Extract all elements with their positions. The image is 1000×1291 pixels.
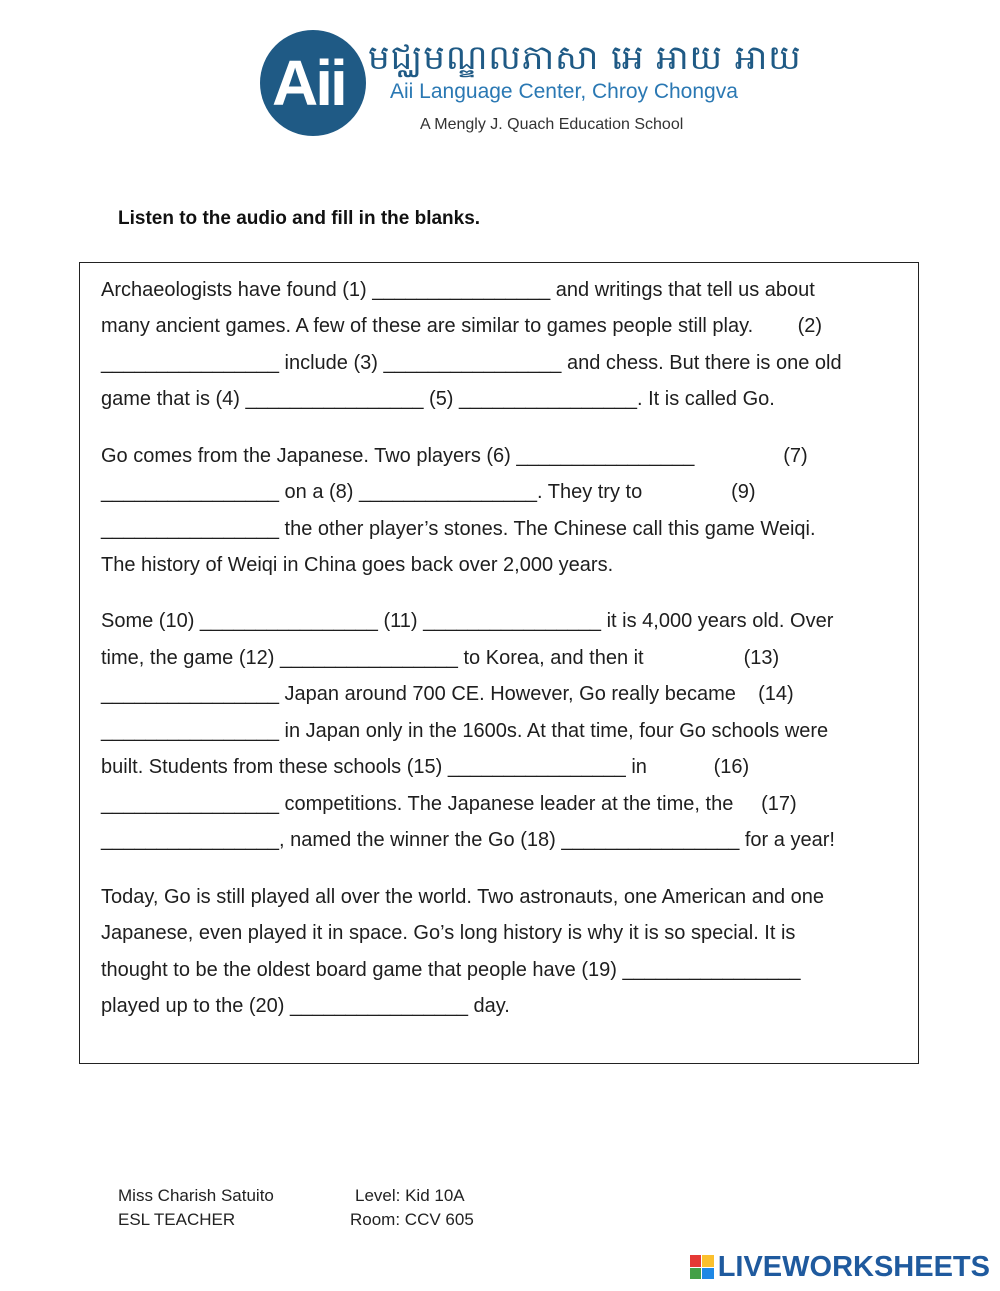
passage-line: Some (10) ________________ (11) ________________ it is 4,000 years old. Over — [101, 610, 834, 632]
passage-line: Archaeologists have found (1) ________________ and writings that tell us about — [101, 279, 815, 301]
liveworksheets-watermark — [690, 1249, 990, 1285]
liveworksheets-wordmark: LIVEWORKSHEETS — [717, 1250, 990, 1283]
passage-line: The history of Weiqi in China goes back over 2,000 years. — [101, 554, 614, 576]
teacher-name: Miss Charish Satuito — [118, 1186, 274, 1205]
passage-line: ________________ on a (8) ________________. They try to (9) — [101, 481, 756, 503]
passage-line: thought to be the oldest board game that people have (19) ________________ — [101, 959, 801, 981]
aii-logo-circle — [260, 30, 366, 136]
class-level: Level: Kid 10A — [355, 1186, 465, 1205]
passage-line: ________________ competitions. The Japanese leader at the time, the (17) — [101, 793, 797, 815]
passage-line: time, the game (12) ________________ to Korea, and then it (13) — [101, 647, 780, 669]
teacher-role: ESL TEACHER — [118, 1210, 236, 1229]
passage-line: ________________ the other player’s stones. The Chinese call this game Weiqi. — [101, 518, 816, 540]
class-room: Room: CCV 605 — [350, 1210, 474, 1229]
school-subtitle: A Mengly J. Quach Education School — [420, 116, 684, 133]
passage-line: game that is (4) ________________ (5) ________________. It is called Go. — [101, 388, 775, 410]
passage-line: many ancient games. A few of these are similar to games people still play. (2) — [101, 315, 823, 337]
aii-logo-mark: Aii — [272, 47, 345, 119]
passage-line: ________________ include (3) ________________ and chess. But there is one old — [101, 352, 842, 374]
instruction-heading: Listen to the audio and fill in the blanks. — [118, 208, 481, 229]
english-school-name: Aii Language Center, Chroy Chongva — [390, 80, 738, 103]
passage-line: built. Students from these schools (15) ________________ in (16) — [101, 756, 750, 778]
passage-line: ________________ Japan around 700 CE. However, Go really became (14) — [101, 683, 794, 705]
passage-line: Go comes from the Japanese. Two players (6) ________________ (7) — [101, 445, 808, 467]
passage-line: ________________, named the winner the Go (18) ________________ for a year! — [101, 829, 835, 851]
passage-line: played up to the (20) ________________ day. — [101, 995, 510, 1017]
passage-line: Japanese, even played it in space. Go’s long history is why it is so special. It is — [101, 922, 796, 944]
passage-line: ________________ in Japan only in the 1600s. At that time, four Go schools were — [101, 720, 829, 742]
liveworksheets-logo-icon — [690, 1255, 714, 1279]
passage-line: Today, Go is still played all over the world. Two astronauts, one American and one — [101, 886, 824, 908]
khmer-school-name: មជ្ឈមណ្ឌលភាសា អេ អាយ អាយ — [368, 38, 802, 78]
